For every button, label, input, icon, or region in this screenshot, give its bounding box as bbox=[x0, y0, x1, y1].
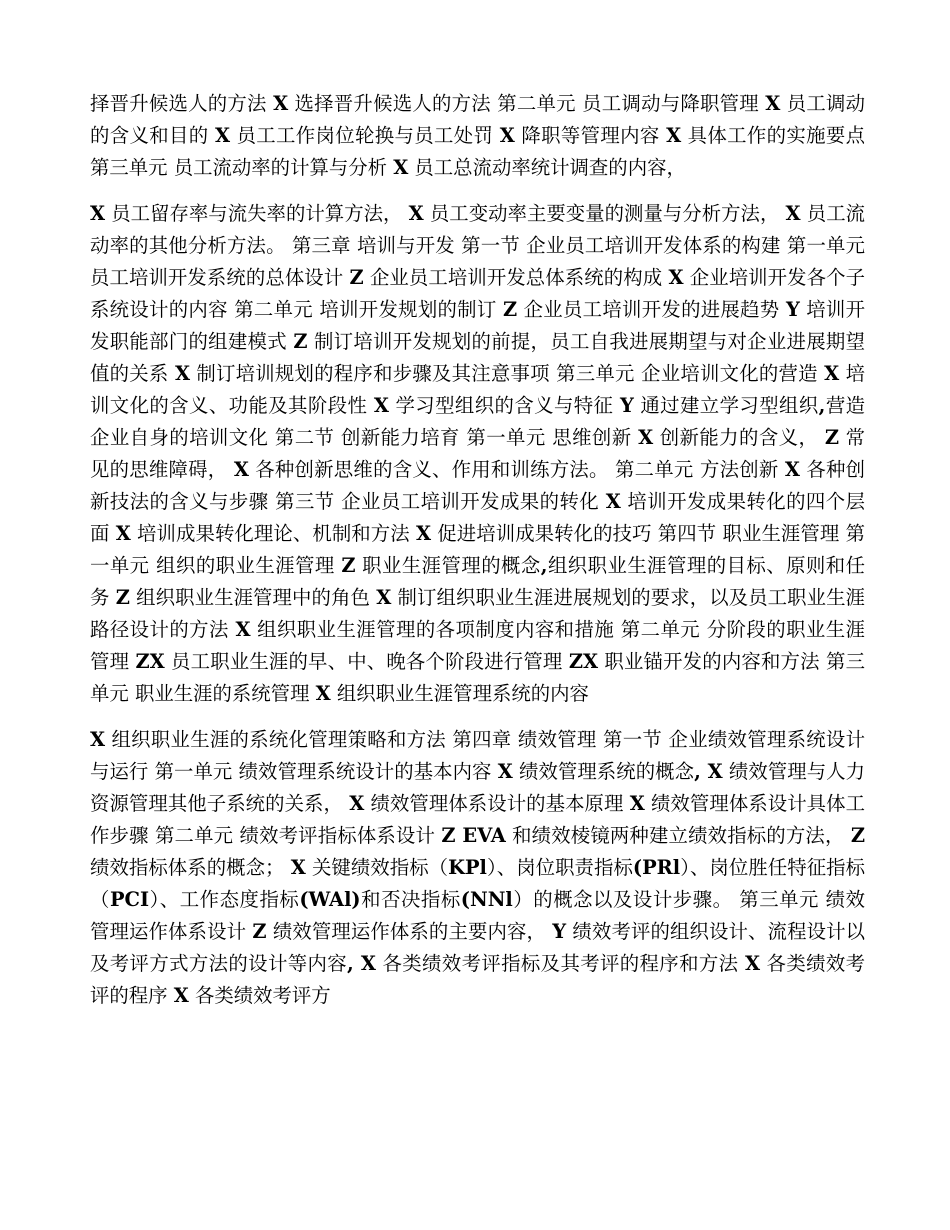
bold-marker-text: X bbox=[235, 618, 251, 641]
bold-marker-text: X bbox=[373, 394, 389, 417]
body-text: 和否决指标 bbox=[360, 888, 461, 911]
body-text: 创新能力的含义， bbox=[653, 426, 825, 449]
bold-marker-text: X bbox=[376, 586, 392, 609]
bold-marker-text: Z bbox=[349, 266, 364, 289]
bold-marker-text: X bbox=[499, 124, 515, 147]
body-text: 具体工作的实施要点 第三单元 员工流动率的计算与分析 bbox=[90, 124, 866, 179]
body-text: 绩效管理体系设计具体工作步骤 第二单元 绩效考评指标体系设计 bbox=[90, 792, 865, 847]
body-text: 职业生涯管理的概念 bbox=[355, 554, 541, 577]
body-text: ）的概念以及设计步骤。 第三单元 绩效管理运作体系设计 bbox=[90, 888, 866, 943]
bold-marker-text: Y bbox=[619, 394, 634, 417]
bold-marker-text: X bbox=[638, 426, 654, 449]
body-text: 和绩效棱镜两种建立绩效指标的方法， bbox=[505, 824, 851, 847]
body-text: 组织职业生涯的系统化管理策略和方法 第四章 绩效管理 第一节 企业绩效管理系统设计与运行 第一单元 绩效管理系统设计的基本内容 bbox=[90, 728, 865, 783]
bold-marker-text: (WAl) bbox=[299, 888, 361, 911]
bold-marker-text: X bbox=[215, 124, 231, 147]
bold-marker-text: X bbox=[90, 728, 106, 751]
bold-marker-text: Z bbox=[252, 920, 267, 943]
body-text: 组织职业生涯管理中的角色 bbox=[129, 586, 377, 609]
body-text: 通过建立学习型组织 bbox=[633, 394, 819, 417]
bold-marker-text: X bbox=[393, 156, 409, 179]
body-text: 员工调动的含义和目的 bbox=[90, 92, 865, 147]
bold-marker-text: ZX bbox=[135, 650, 165, 673]
bold-marker-text: X bbox=[744, 952, 760, 975]
body-text: ）、岗位职责指标 bbox=[486, 856, 633, 879]
body-text: 择晋升候选人的方法 bbox=[90, 92, 274, 115]
bold-marker-text: Z bbox=[293, 330, 308, 353]
bold-marker-text: X bbox=[415, 522, 432, 545]
bold-marker-text: Y bbox=[785, 298, 800, 321]
bold-marker-text: X bbox=[605, 490, 621, 513]
body-text: ）、岗位胜任特征指标（ bbox=[90, 856, 865, 911]
body-text: 培训文化的含义、功能及其阶段性 bbox=[90, 362, 865, 417]
bold-marker-text: Z bbox=[341, 554, 356, 577]
body-text: 常见的思维障碍， bbox=[90, 426, 865, 481]
body-text: 学习型组织的含义与特征 bbox=[388, 394, 620, 417]
bold-marker-text: X bbox=[315, 682, 331, 705]
body-text: 员工总流动率统计调查的内容， bbox=[408, 156, 686, 179]
body-text: 企业培训开发各个子系统设计的内容 第二单元 培训开发规划的制订 bbox=[90, 266, 865, 321]
body-text: 关键绩效指标（ bbox=[305, 856, 449, 879]
body-text: 促进培训成果转化的技巧 第四节 职业生涯管理 第一单元 组织的职业生涯管理 bbox=[90, 522, 865, 577]
bold-marker-text: X bbox=[629, 792, 645, 815]
bold-marker-text: X bbox=[273, 92, 289, 115]
bold-marker-text: Z bbox=[115, 586, 130, 609]
paragraph-2 bbox=[90, 198, 865, 710]
bold-marker-text: X bbox=[785, 202, 801, 225]
body-text: 员工职业生涯的早、中、晚各个阶段进行管理 bbox=[164, 650, 569, 673]
body-text: 绩效管理运作体系的主要内容， bbox=[266, 920, 553, 943]
body-text: 各类绩效考评指标及其考评的程序和方法 bbox=[375, 952, 745, 975]
paragraph-3 bbox=[90, 724, 865, 1012]
body-text: 制订培训开发规划的前提，员工自我进展期望与对企业进展期望值的关系 bbox=[90, 330, 865, 385]
body-text: 组织职业生涯管理的各项制度内容和措施 第二单元 分阶段的职业生涯管理 bbox=[90, 618, 865, 673]
body-text: 各类绩效考评方 bbox=[188, 984, 331, 1007]
body-text: 培训开发成果转化的四个层面 bbox=[90, 490, 865, 545]
body-text: 绩效考评的组织设计、流程设计以及考评方式方法的设计等内容 bbox=[90, 920, 865, 975]
document-page bbox=[90, 88, 865, 1012]
body-text: 组织职业生涯管理的目标、原则和任务 bbox=[90, 554, 865, 609]
bold-marker-text: X bbox=[668, 266, 684, 289]
body-text: 绩效管理系统的概念 bbox=[512, 760, 695, 783]
bold-marker-text: X bbox=[173, 984, 189, 1007]
bold-marker-text: , bbox=[818, 394, 826, 417]
body-text: 企业员工培训开发的进展趋势 bbox=[517, 298, 786, 321]
bold-marker-text: , X bbox=[347, 952, 376, 975]
body-text: 各种创新思维的含义、作用和训练方法。 第二单元 方法创新 bbox=[248, 458, 785, 481]
body-text: 员工留存率与流失率的计算方法， bbox=[105, 202, 409, 225]
body-text: 培训开发职能部门的组建模式 bbox=[90, 298, 865, 353]
bold-marker-text: X bbox=[784, 458, 800, 481]
body-text: 职业锚开发的内容和方法 第三单元 职业生涯的系统管理 bbox=[90, 650, 865, 705]
body-text: 制订组织职业生涯进展规划的要求，以及员工职业生涯路径设计的方法 bbox=[90, 586, 866, 641]
body-text: 员工流动率的其他分析方法。 第三章 培训与开发 第一节 企业员工培训开发体系的构建 第一单元 员工培训开发系统的总体设计 bbox=[90, 202, 866, 289]
body-text: 员工变动率主要变量的测量与分析方法， bbox=[423, 202, 786, 225]
body-text: 组织职业生涯管理系统的内容 bbox=[330, 682, 589, 705]
body-text: 绩效管理体系设计的基本原理 bbox=[364, 792, 630, 815]
bold-marker-text: (NNl bbox=[460, 888, 513, 911]
bold-marker-text: Z bbox=[850, 824, 865, 847]
bold-marker-text: X bbox=[824, 362, 840, 385]
bold-marker-text: X bbox=[408, 202, 424, 225]
body-text: 各种创新技法的含义与步骤 第三节 企业员工培训开发成果的转化 bbox=[90, 458, 865, 513]
body-text: 制订培训规划的程序和步骤及其注意事项 第三单元 企业培训文化的营造 bbox=[189, 362, 825, 385]
bold-marker-text: Z bbox=[824, 426, 840, 449]
body-text: 培训成果转化理论、机制和方法 bbox=[130, 522, 416, 545]
bold-marker-text: X bbox=[233, 458, 249, 481]
bold-marker-text: X bbox=[90, 202, 106, 225]
bold-marker-text: KPl bbox=[448, 856, 487, 879]
body-text: 营造企业自身的培训文化 第二节 创新能力培育 第一单元 思维创新 bbox=[90, 394, 866, 449]
body-text: 绩效管理与人力资源管理其他子系统的关系， bbox=[90, 760, 865, 815]
bold-marker-text: X bbox=[290, 856, 306, 879]
bold-marker-text: X bbox=[174, 362, 190, 385]
bold-marker-text: PCI bbox=[109, 888, 150, 911]
bold-marker-text: X bbox=[349, 792, 365, 815]
bold-marker-text: X bbox=[765, 92, 781, 115]
body-text: 员工工作岗位轮换与员工处罚 bbox=[230, 124, 500, 147]
body-text: ）、工作态度指标 bbox=[149, 888, 300, 911]
body-text: 降职等管理内容 bbox=[514, 124, 667, 147]
bold-marker-text: ZX bbox=[568, 650, 599, 673]
bold-marker-text: Z EVA bbox=[441, 824, 506, 847]
bold-marker-text: (PRl bbox=[632, 856, 681, 879]
bold-marker-text: , X bbox=[694, 760, 723, 783]
bold-marker-text: , bbox=[540, 554, 548, 577]
bold-marker-text: X bbox=[497, 760, 513, 783]
body-text: 企业员工培训开发总体系统的构成 bbox=[363, 266, 669, 289]
bold-marker-text: X bbox=[666, 124, 682, 147]
body-text: 绩效指标体系的概念； bbox=[90, 856, 291, 879]
paragraph-1 bbox=[90, 88, 865, 184]
body-text: 各类绩效考评的程序 bbox=[90, 952, 866, 1007]
bold-marker-text: Z bbox=[503, 298, 518, 321]
body-text: 选择晋升候选人的方法 第二单元 员工调动与降职管理 bbox=[288, 92, 766, 115]
bold-marker-text: X bbox=[115, 522, 131, 545]
bold-marker-text: Y bbox=[552, 920, 567, 943]
